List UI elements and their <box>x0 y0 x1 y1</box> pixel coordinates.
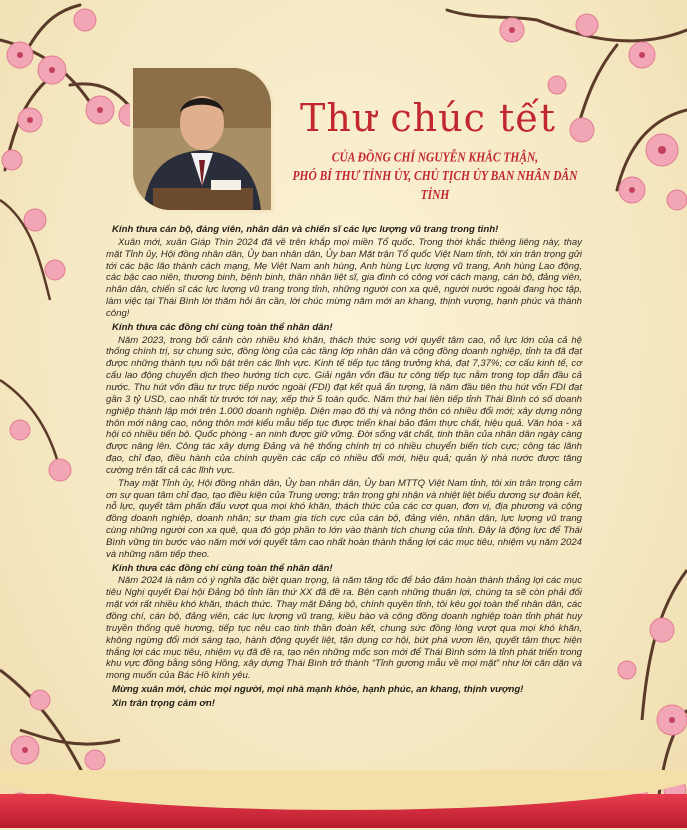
greeting-paragraph: Kính thưa các đồng chí cùng toàn thể nhân dân! <box>112 321 333 333</box>
body-paragraph: Năm 2023, trong bối cảnh còn nhiều khó khăn, thách thức song với quyết tâm cao, nỗ lực lớn của cả hệ thống chính trị, sự chung sức, đồng lòng của các tầng lớp nhân dân và cộng đồng doanh nghiệp, tỉnh ta đã đạt được những thành tựu nổi bật trên các lĩnh vực. Kinh tế tiếp tục tăng trưởng khá, đạt 7,37%; cơ cấu kinh tế, cơ cấu lao động chuyển dịch theo hướng tích cực. Giải ngân vốn đầu tư công tiếp tục nằm trong top dẫn đầu cả nước. Thu hút vốn đầu tư trực tiếp nước ngoài (FDI) đạt kết quả ấn tượng, là năm đầu tiên thu hút vốn FDI đạt gần 3 tỷ USD, cao nhất từ trước tới nay, xếp thứ 5 toàn quốc. Năm thứ hai liên tiếp tỉnh Thái Bình có số doanh nghiệp thành lập mới trên 1.000 doanh nghiệp. Diện mạo đô thị và nông thôn có nhiều đổi mới; xây dựng nông thôn mới nâng cao, nông thôn mới kiểu mẫu tiếp tục được triển khai bảo đảm thực chất, hiệu quả. Văn hóa - xã hội có nhiều tiến bộ. Quốc phòng - an ninh được giữ vững. Đời sống vật chất, tinh thần của nhân dân ngày càng được nâng lên. Công tác xây dựng Đảng và hệ thống chính trị có nhiều chuyển biến tích cực; công tác lãnh đạo, chỉ đạo, điều hành của chính quyền các cấp có nhiều đổi mới, hiệu quả; quản lý nhà nước được tăng cường trên tất cả các lĩnh vực. <box>106 334 582 476</box>
body-paragraph: Thay mặt Tỉnh ủy, Hội đồng nhân dân, Ủy ban nhân dân, Ủy ban MTTQ Việt Nam tỉnh, tôi xin trân trọng cảm ơn sự quan tâm chỉ đạo, tạo điều kiện của Trung ương; trân trọng ghi nhận và nhiệt liệt biểu dương sự đoàn kết, nỗ lực, quyết tâm phấn đấu vượt qua mọi khó khăn, thách thức của các cơ quan, đơn vị, địa phương và cộng đồng doanh nghiệp, doanh nhân; sự tham gia tích cực của cán bộ, đảng viên, nhân dân, lực lượng vũ trang cùng những người con xa quê, qua đó góp phần to lớn vào thành tích chung của tỉnh. Đây là động lực để Thái Bình vững tin bước vào năm mới với quyết tâm cao nhất hoàn thành thắng lợi các mục tiêu, nhiệm vụ năm 2024 và những năm tiếp theo. <box>106 477 582 560</box>
letter-body <box>106 222 582 711</box>
subtitle-line-2: PHÓ BÍ THƯ TỈNH ỦY, CHỦ TỊCH ỦY BAN NHÂN DÂN TỈNH <box>292 169 578 203</box>
body-paragraph: Xuân mới, xuân Giáp Thìn 2024 đã về trên khắp mọi miền Tổ quốc. Trong thời khắc thiêng liêng này, thay mặt Tỉnh ủy, Hội đồng nhân dân, Ủy ban nhân dân, Ủy ban Mặt trận Tổ quốc Việt Nam tỉnh, tôi xin trân trọng gửi tới các bậc lão thành cách mạng, Mẹ Việt Nam anh hùng, Anh hùng Lực lượng vũ trang, Anh hùng Lao động, các bậc cao niên, thương binh, bệnh binh, thân nhân liệt sĩ, gia đình có công với cách mạng, cán bộ, đảng viên, nhân dân, chiến sĩ các lực lượng vũ trang trong tỉnh, những người con xa quê, người nước ngoài đang học tập, làm việc tại Thái Bình lời thăm hỏi ân cần, lời chúc mừng năm mới an khang, thịnh vượng, hạnh phúc và thành công! <box>106 236 582 319</box>
greeting-paragraph: Kính thưa các đồng chí cùng toàn thể nhân dân! <box>112 562 333 574</box>
body-paragraph: Năm 2024 là năm có ý nghĩa đặc biệt quan trọng, là năm tăng tốc để bảo đảm hoàn thành thắng lợi các mục tiêu Nghị quyết Đại hội Đảng bộ tỉnh lần thứ XX đã đề ra. Bên cạnh những thuận lợi, chúng ta sẽ còn phải đối mặt với rất nhiều khó khăn, thách thức. Thay mặt Đảng bộ, chính quyền tỉnh, tôi kêu gọi toàn thể nhân dân, các đồng chí, cán bộ, đảng viên, các lực lượng vũ trang, kiều bào và cộng đồng doanh nghiệp toàn tỉnh phát huy truyền thống quê hương, tiếp tục nêu cao tinh thần đoàn kết, chung sức đồng lòng vượt qua mọi khó khăn, không ngừng đổi mới sáng tạo, hành động quyết liệt, tận dụng cơ hội, bứt phá vươn lên, quyết tâm thực hiện thắng lợi các mục tiêu, nhiệm vụ đã đề ra, tạo nên những mốc son mới để Thái Bình sớm là tỉnh phát triển trong khu vực đồng bằng sông Hồng, xây dựng Thái Bình trở thành “Tỉnh gương mẫu về mọi mặt” như lời căn dặn và mong muốn của Bác Hồ kính yêu. <box>106 575 582 682</box>
closing-wish: Mừng xuân mới, chúc mọi người, mọi nhà mạnh khỏe, hạnh phúc, an khang, thịnh vượng! <box>112 684 524 696</box>
blossom-branch-top-left <box>0 0 150 180</box>
portrait-photo <box>133 68 271 210</box>
page-title: Thư chúc tết <box>300 96 556 140</box>
greeting-paragraph: Kính thưa cán bộ, đảng viên, nhân dân và chiến sĩ các lực lượng vũ trang trong tỉnh! <box>112 224 499 235</box>
closing-thanks: Xin trân trọng cảm ơn! <box>112 697 215 709</box>
blossom-branch-left <box>0 180 100 500</box>
subtitle-line-1: CỦA ĐỒNG CHÍ NGUYỄN KHẮC THẬN, <box>331 150 539 166</box>
